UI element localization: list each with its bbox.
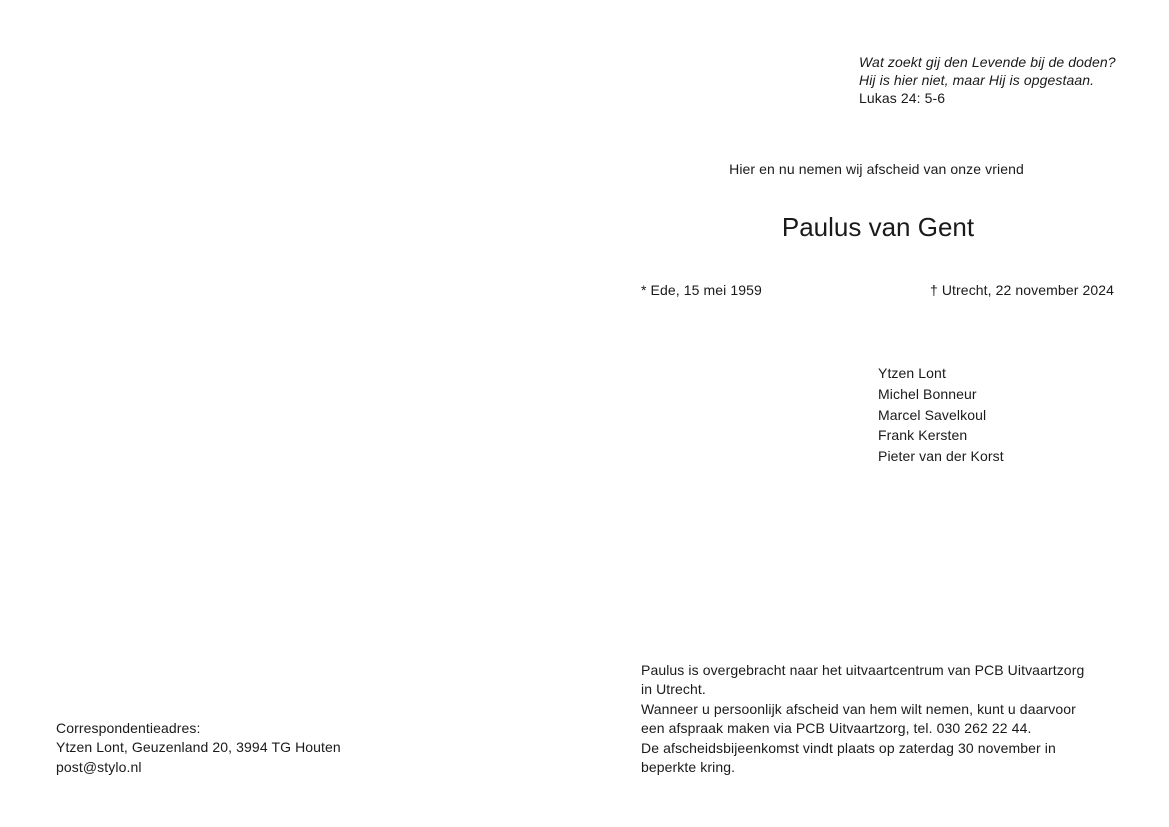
notice-line: een afspraak maken via PCB Uitvaartzorg, tel. 030 262 22 44.: [641, 720, 1032, 737]
intro-text-row: [0, 160, 1169, 178]
funeral-notice: [641, 661, 1121, 777]
correspondence-block: [56, 719, 341, 777]
friend-name: Marcel Savelkoul: [878, 406, 987, 423]
friend-name: Michel Bonneur: [878, 385, 977, 402]
friend-name: Ytzen Lont: [878, 365, 946, 381]
quote-reference: Lukas 24: 5-6: [859, 90, 946, 106]
notice-line: in Utrecht.: [641, 681, 706, 698]
friend-name: Frank Kersten: [878, 427, 968, 444]
notice-line: Paulus is overgebracht naar het uitvaartcentrum van PCB Uitvaartzorg: [641, 662, 1085, 678]
quote-line-2: Hij is hier niet, maar Hij is opgestaan.: [859, 72, 1095, 88]
correspondence-email: post@stylo.nl: [56, 758, 142, 775]
bible-quote: [859, 53, 1116, 107]
quote-line-1: Wat zoekt gij den Levende bij de doden?: [859, 54, 1116, 70]
notice-line: beperkte kring.: [641, 759, 736, 776]
death-info: † Utrecht, 22 november 2024: [929, 282, 1114, 298]
deceased-name: Paulus van Gent: [781, 212, 975, 242]
notice-line: Wanneer u persoonlijk afscheid van hem wilt nemen, kunt u daarvoor: [641, 700, 1076, 717]
friends-list: [878, 363, 1004, 467]
birth-info: * Ede, 15 mei 1959: [641, 282, 762, 298]
intro-text: Hier en nu nemen wij afscheid van onze vriend: [729, 161, 1024, 177]
friend-name: Pieter van der Korst: [878, 448, 1004, 464]
notice-line: De afscheidsbijeenkomst vindt plaats op zaterdag 30 november in: [641, 739, 1056, 756]
correspondence-label: Correspondentieadres:: [56, 720, 201, 736]
correspondence-address: Ytzen Lont, Geuzenland 20, 3994 TG Houten: [56, 739, 341, 756]
